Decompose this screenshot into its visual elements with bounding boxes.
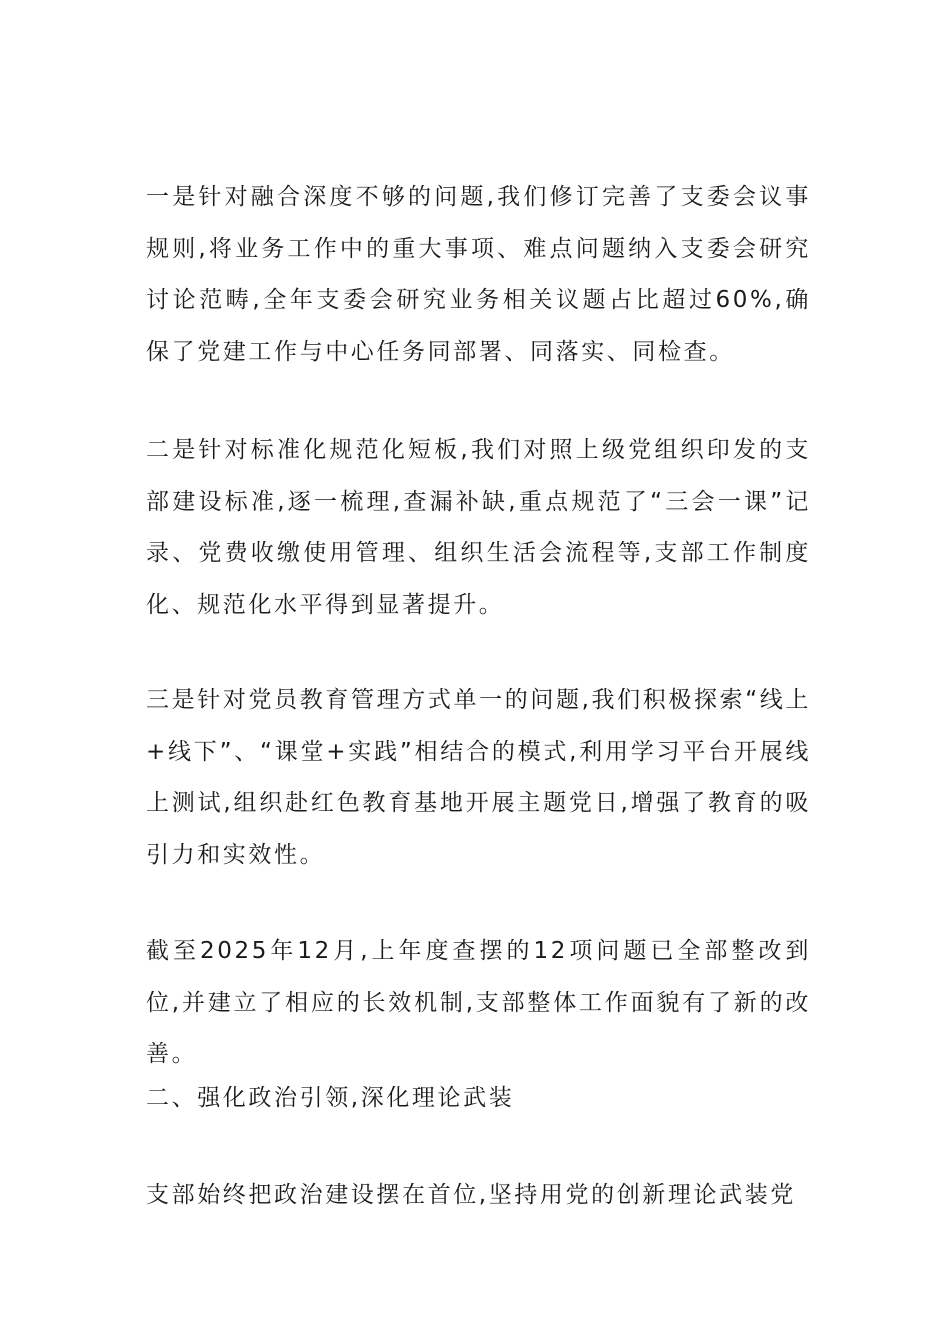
paragraph-rectification-summary: 截至2025年12月,上年度查摆的12项问题已全部整改到位,并建立了相应的长效机制,支部整体工作面貌有了新的改善。 — [146, 938, 811, 1067]
paragraph-measure-2: 二是针对标准化规范化短板,我们对照上级党组织印发的支部建设标准,逐一梳理,查漏补缺,重点规范了“三会一课”记录、党费收缴使用管理、组织生活会流程等,支部工作制度化、规范化水平得到显著提升。 — [146, 437, 811, 618]
paragraph-measure-1: 一是针对融合深度不够的问题,我们修订完善了支委会议事规则,将业务工作中的重大事项、难点问题纳入支委会研究讨论范畴,全年支委会研究业务相关议题占比超过60%,确保了党建工作与中心任务同部署、同落实、同检查。 — [146, 184, 811, 365]
section-heading: 二、强化政治引领,深化理论武装 — [146, 1085, 515, 1111]
paragraph-measure-3: 三是针对党员教育管理方式单一的问题,我们积极探索“线上+线下”、“课堂+实践”相结合的模式,利用学习平台开展线上测试,组织赴红色教育基地开展主题党日,增强了教育的吸引力和实效性。 — [146, 687, 811, 868]
paragraph-section-intro: 支部始终把政治建设摆在首位,坚持用党的创新理论武装党 — [146, 1182, 796, 1208]
